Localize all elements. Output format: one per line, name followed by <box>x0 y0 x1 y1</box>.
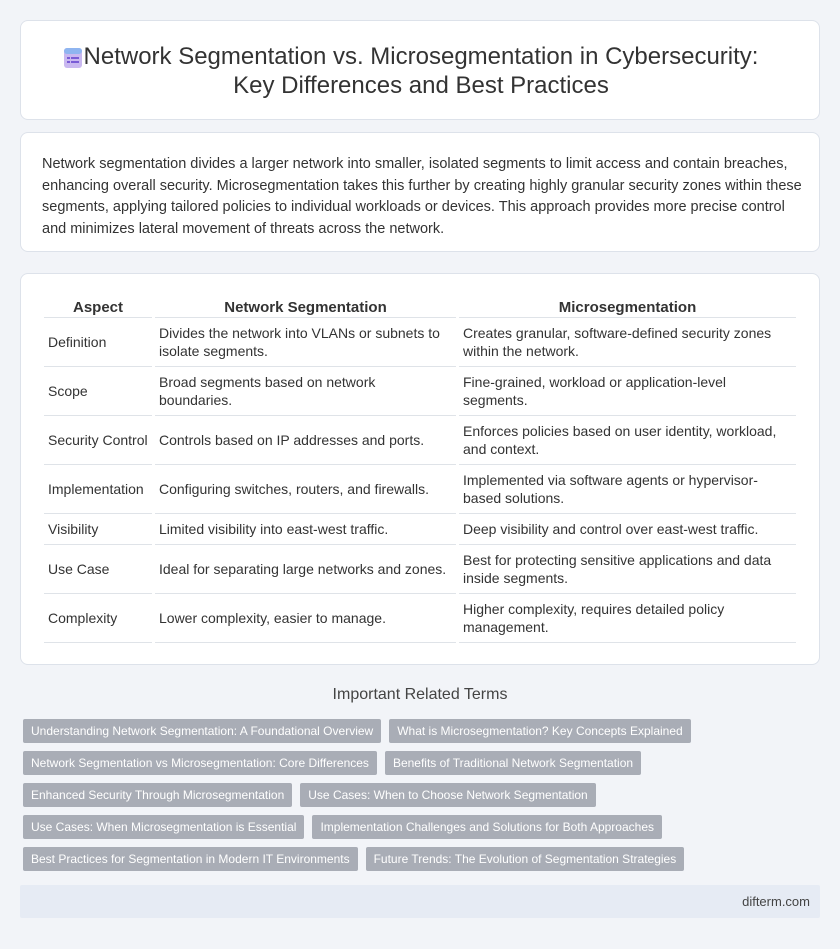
related-term-link[interactable]: Understanding Network Segmentation: A Foundational Overview <box>23 719 381 743</box>
header-network-segmentation: Network Segmentation <box>155 296 456 318</box>
page-title: Network Segmentation vs. Microsegmentation in Cybersecurity: Key Differences and Best Practices <box>83 43 759 99</box>
tag-row <box>23 783 823 815</box>
row-network-segmentation: Broad segments based on network boundaries. <box>155 367 456 416</box>
related-term-link[interactable]: Future Trends: The Evolution of Segmentation Strategies <box>366 847 685 871</box>
comparison-table <box>41 296 799 643</box>
row-network-segmentation: Configuring switches, routers, and firewalls. <box>155 465 456 514</box>
row-microsegmentation: Fine-grained, workload or application-level segments. <box>459 367 796 416</box>
row-aspect: Implementation <box>44 465 152 514</box>
row-aspect: Security Control <box>44 416 152 465</box>
related-term-link[interactable]: Implementation Challenges and Solutions for Both Approaches <box>312 815 662 839</box>
footer <box>20 885 820 918</box>
header-aspect: Aspect <box>44 296 152 318</box>
tag-row <box>23 751 823 783</box>
tag-row <box>23 719 823 751</box>
footer-site-link[interactable]: difterm.com <box>742 894 810 909</box>
table-row <box>44 367 796 416</box>
intro-card <box>20 132 820 252</box>
related-term-link[interactable]: Use Cases: When Microsegmentation is Essential <box>23 815 304 839</box>
row-microsegmentation: Higher complexity, requires detailed policy management. <box>459 594 796 643</box>
related-term-link[interactable]: Use Cases: When to Choose Network Segmentation <box>300 783 595 807</box>
tag-row <box>23 815 823 847</box>
row-aspect: Use Case <box>44 545 152 594</box>
row-microsegmentation: Best for protecting sensitive applications and data inside segments. <box>459 545 796 594</box>
row-network-segmentation: Ideal for separating large networks and zones. <box>155 545 456 594</box>
row-microsegmentation: Deep visibility and control over east-west traffic. <box>459 514 796 545</box>
table-row <box>44 514 796 545</box>
related-term-link[interactable]: Enhanced Security Through Microsegmentation <box>23 783 292 807</box>
row-microsegmentation: Enforces policies based on user identity, workload, and context. <box>459 416 796 465</box>
related-term-link[interactable]: What is Microsegmentation? Key Concepts Explained <box>389 719 690 743</box>
table-row <box>44 594 796 643</box>
related-term-link[interactable]: Network Segmentation vs Microsegmentation: Core Differences <box>23 751 377 775</box>
comparison-card <box>20 273 820 665</box>
row-aspect: Scope <box>44 367 152 416</box>
related-terms-tags <box>23 719 823 879</box>
related-terms-title: Important Related Terms <box>332 686 508 703</box>
table-row <box>44 416 796 465</box>
row-microsegmentation: Implemented via software agents or hypervisor-based solutions. <box>459 465 796 514</box>
table-row <box>44 545 796 594</box>
tag-row <box>23 847 823 879</box>
row-aspect: Visibility <box>44 514 152 545</box>
intro-paragraph: Network segmentation divides a larger network into smaller, isolated segments to limit access and contain breaches, enhancing overall security. Microsegmentation takes this further by creating highly granular security zones within these segments, applying tailored policies to individual workloads or devices. This approach provides more precise control and minimizes lateral movement of threats across the network. <box>42 156 802 237</box>
table-header-row <box>44 296 796 318</box>
header-microsegmentation: Microsegmentation <box>459 296 796 318</box>
row-network-segmentation: Divides the network into VLANs or subnets to isolate segments. <box>155 318 456 367</box>
row-aspect: Definition <box>44 318 152 367</box>
related-term-link[interactable]: Benefits of Traditional Network Segmentation <box>385 751 641 775</box>
header-card <box>20 20 820 120</box>
table-row <box>44 465 796 514</box>
row-microsegmentation: Creates granular, software-defined security zones within the network. <box>459 318 796 367</box>
related-term-link[interactable]: Best Practices for Segmentation in Modern IT Environments <box>23 847 358 871</box>
table-row <box>44 318 796 367</box>
row-network-segmentation: Limited visibility into east-west traffic. <box>155 514 456 545</box>
row-network-segmentation: Controls based on IP addresses and ports. <box>155 416 456 465</box>
row-aspect: Complexity <box>44 594 152 643</box>
row-network-segmentation: Lower complexity, easier to manage. <box>155 594 456 643</box>
